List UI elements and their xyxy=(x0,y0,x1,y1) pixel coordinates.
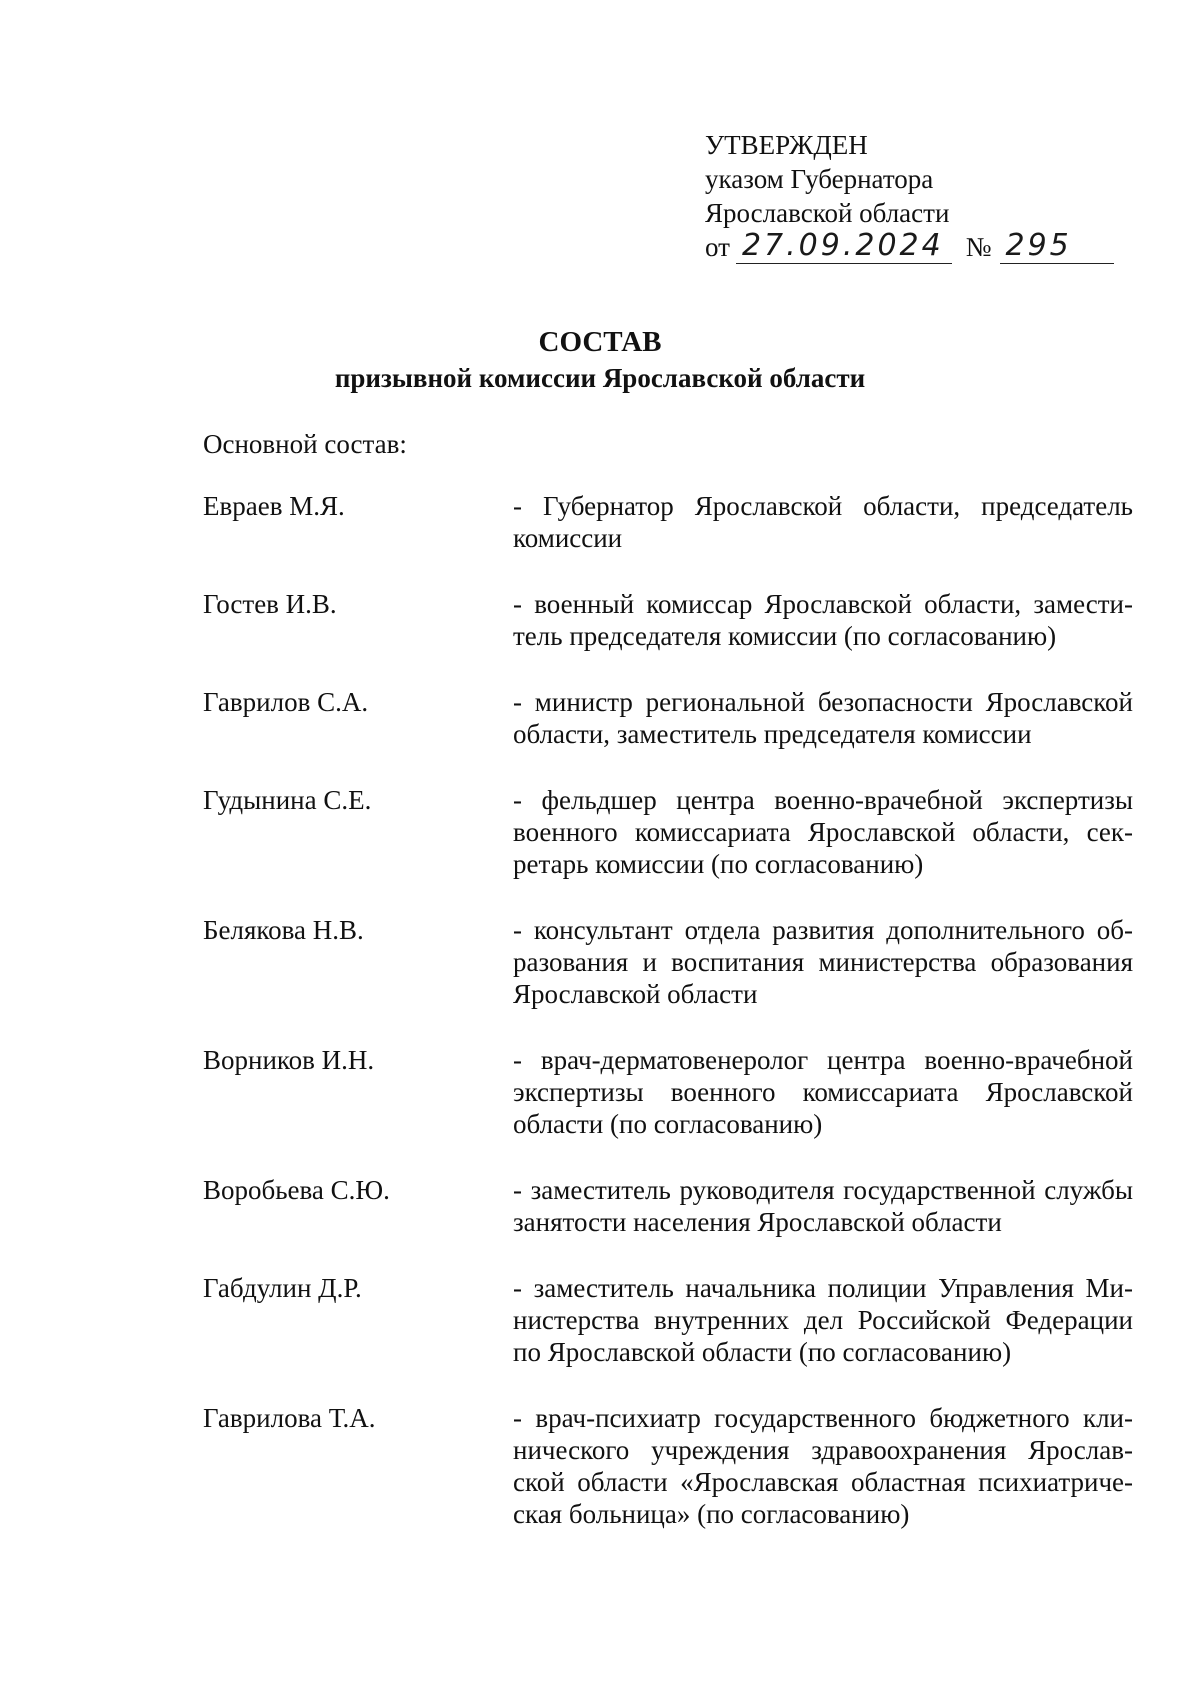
member-name: Воробьева С.Ю. xyxy=(203,1175,390,1205)
member-role: - врач-психиатр государственного бюджетного кли-нического учреждения здравоохранения Ярослав-ской области «Ярославская областная психиатриче-ская больница» (по согласованию) xyxy=(513,1403,1133,1529)
approval-decree: указом Губернатора xyxy=(705,164,934,194)
document-title: СОСТАВ xyxy=(538,326,662,358)
member-row xyxy=(203,784,1133,880)
handwritten-date: 27.09.2024 xyxy=(736,231,952,264)
member-role: - заместитель руководителя государственной службы занятости населения Ярославской области xyxy=(513,1175,1133,1237)
member-role: - фельдшер центра военно-врачебной экспертизы военного комиссариата Ярославской области, сек-ретарь комиссии (по согласованию) xyxy=(513,785,1133,879)
document-subtitle: призывной комиссии Ярославской области xyxy=(334,363,866,393)
approval-stamp xyxy=(705,128,1114,264)
member-role: - консультант отдела развития дополнительного об-разования и воспитания министерства образования Ярославской области xyxy=(513,915,1133,1009)
member-name: Габдулин Д.Р. xyxy=(203,1273,362,1303)
member-name: Гостев И.В. xyxy=(203,589,337,619)
member-row xyxy=(203,1174,1133,1238)
handwritten-number: 295 xyxy=(1000,231,1114,264)
member-role: - министр региональной безопасности Ярославской области, заместитель председателя комиссии xyxy=(513,687,1133,749)
member-role: - заместитель начальника полиции Управления Ми-нистерства внутренних дел Российской Федерации по Ярославской области (по согласованию) xyxy=(513,1273,1133,1367)
member-row xyxy=(203,588,1133,652)
member-name: Белякова Н.В. xyxy=(203,915,364,945)
member-name: Ворников И.Н. xyxy=(203,1045,375,1075)
member-row xyxy=(203,1044,1133,1140)
member-role: - врач-дерматовенеролог центра военно-врачебной экспертизы военного комиссариата Ярославской области (по согласованию) xyxy=(513,1045,1133,1139)
approval-heading: УТВЕРЖДЕН xyxy=(705,130,868,160)
member-row xyxy=(203,1272,1133,1368)
number-sign: № xyxy=(965,232,992,262)
member-name: Гаврилов С.А. xyxy=(203,687,369,717)
members-list xyxy=(203,490,1133,1564)
section-label: Основной состав: xyxy=(203,429,407,459)
approval-date-line xyxy=(705,230,1114,264)
member-role: - Губернатор Ярославской области, председатель комиссии xyxy=(513,491,1133,553)
member-row xyxy=(203,1402,1133,1530)
member-name: Гаврилова Т.А. xyxy=(203,1403,376,1433)
date-prefix: от xyxy=(705,232,730,262)
member-name: Евраев М.Я. xyxy=(203,491,345,521)
member-row xyxy=(203,686,1133,750)
member-role: - военный комиссар Ярославской области, замести-тель председателя комиссии (по согласованию) xyxy=(513,589,1133,651)
member-row xyxy=(203,490,1133,554)
member-name: Гудынина С.Е. xyxy=(203,785,372,815)
approval-region: Ярославской области xyxy=(705,198,950,228)
member-row xyxy=(203,914,1133,1010)
